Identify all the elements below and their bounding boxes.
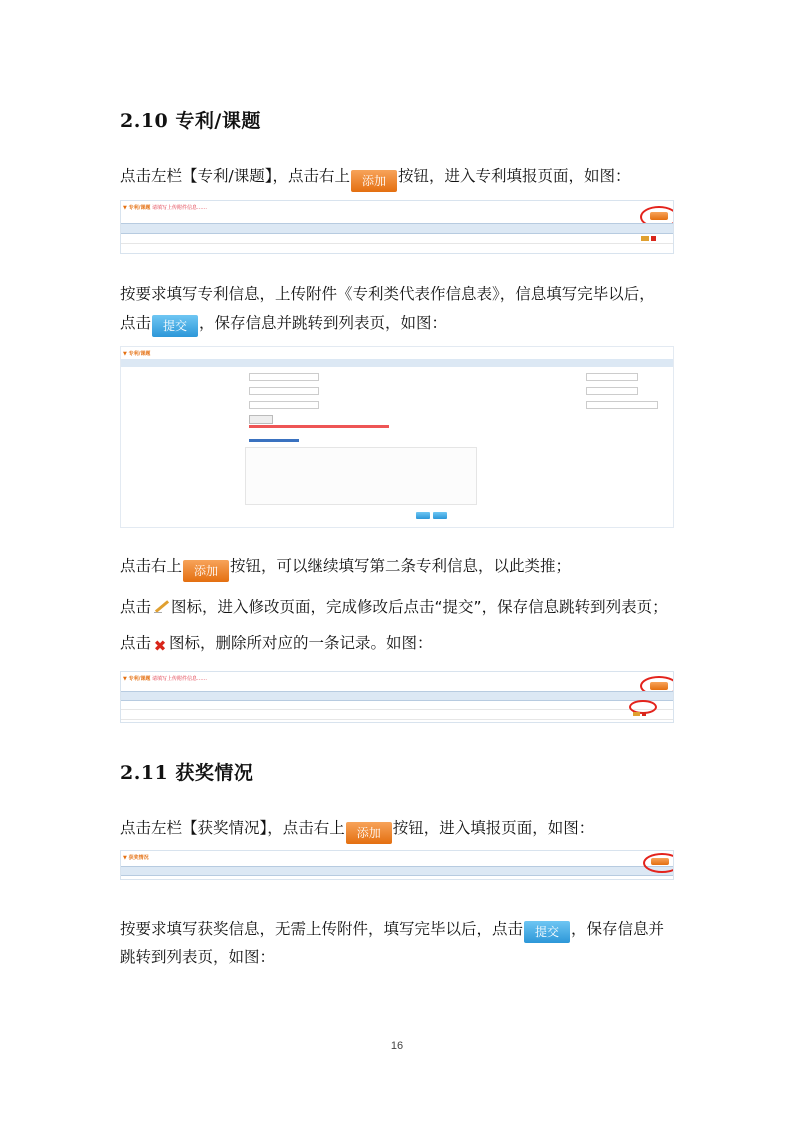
text: 点击右上 [120,557,183,575]
text: 按钮，可以继续填写第二条专利信息，以此类推； [230,557,572,575]
mini-submit-button [416,512,430,519]
paragraph-patent-edit [120,597,668,617]
section-heading-award: 2.11 获奖情况 [120,762,254,784]
delete-icon: ✖ [153,637,167,655]
screenshot-title: ▼ 专利/课题 [123,351,151,357]
table-row [121,700,673,710]
screenshot-title: ▼ 获奖情况 [123,855,149,861]
text: ，保存信息并 [571,920,665,938]
mini-delete-icon [651,236,656,241]
text: 图标，删除所对应的一条记录。如图： [169,634,433,652]
text: 按钮，进入专利填报页面，如图： [397,167,631,185]
text: 点击 [120,634,152,652]
paragraph-award-intro [120,818,594,844]
screenshot-patent-list-two-rows [120,671,674,723]
table-row [121,233,673,244]
form-field [586,401,658,409]
form-header [121,359,673,367]
text: 图标，进入修改页面，完成修改后点击“提交”，保存信息跳转到列表页； [171,598,668,616]
submit-button: 提交 [524,921,570,943]
paragraph-patent-fill: 按要求填写专利信息，上传附件《专利类代表作信息表》，信息填写完毕以后， [120,285,655,303]
screenshot-award-list [120,850,674,880]
screenshot-notice: ▼ 专利/课题 请填写上传附件信息…… [123,676,208,682]
mini-pencil-icon [641,236,649,241]
paragraph-patent-delete [120,633,433,654]
text: 点击左栏【获奖情况】，点击右上 [120,819,345,837]
add-button: 添加 [183,560,229,582]
mini-delete-icon [642,712,646,716]
paragraph-patent-intro [120,166,631,192]
paragraph-patent-add-more [120,556,571,582]
form-field [249,373,319,381]
text: 点击左栏【专利/课题】，点击右上 [120,167,350,185]
page-number: 16 [390,1040,404,1052]
screenshot-notice: ▼ 专利/课题 请填写上传附件信息…… [123,205,208,211]
form-field [586,387,638,395]
screenshot-patent-form [120,346,674,528]
form-field [586,373,638,381]
warning-text-line [249,425,389,428]
table-header [121,866,673,876]
text: 点击 [120,598,152,616]
template-link-line [249,439,299,442]
add-button: 添加 [351,170,397,192]
add-button: 添加 [346,822,392,844]
submit-button: 提交 [152,315,198,337]
text: 按钮，进入填报页面，如图： [392,819,595,837]
screenshot-patent-list [120,200,674,254]
pencil-icon [152,597,170,615]
mini-reset-button [433,512,447,519]
table-row [121,710,673,720]
text: ，保存信息并跳转到列表页，如图： [199,314,448,332]
paragraph-award-submit [120,919,664,943]
form-field [249,387,319,395]
notes-box [245,447,477,505]
section-heading-patent: 2.10 专利/课题 [120,110,261,132]
paragraph-patent-submit [120,313,447,337]
highlight-oval [643,853,674,873]
paragraph-award-submit-cont: 跳转到列表页，如图： [120,948,276,966]
mini-pencil-icon [633,712,640,716]
text: 按要求填写获奖信息，无需上传附件，填写完毕以后，点击 [120,920,524,938]
choose-file-button [249,415,273,424]
form-field [249,401,319,409]
text: 点击 [120,314,152,332]
